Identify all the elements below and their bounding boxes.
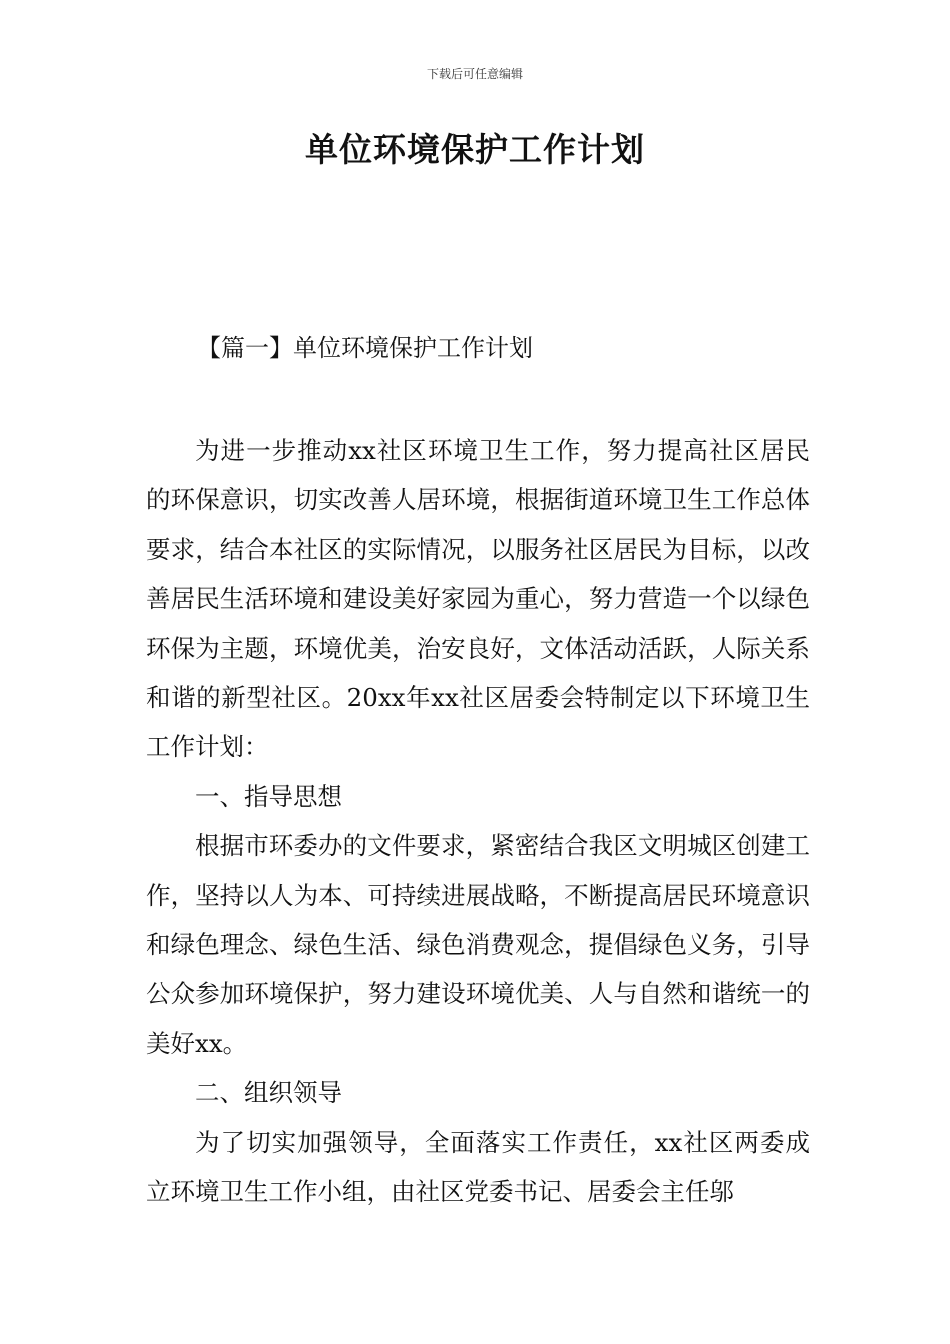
section-heading: 【篇一】单位环境保护工作计划 bbox=[197, 334, 533, 362]
organization-paragraph: 为了切实加强领导，全面落实工作责任，xx社区两委成立环境卫生工作小组，由社区党委书记、居委会主任邬 bbox=[146, 1127, 810, 1207]
header-note: 下载后可任意编辑 bbox=[426, 67, 523, 81]
subheading-organization: 二、组织领导 bbox=[195, 1078, 342, 1108]
subheading-guiding-thought: 一、指导思想 bbox=[195, 781, 342, 811]
intro-paragraph: 为进一步推动xx社区环境卫生工作，努力提高社区居民的环保意识，切实改善人居环境，根据街道环境卫生工作总体要求，结合本社区的实际情况，以服务社区居民为目标，以改善居民生活环境和建设美好家园为重心，努力营造一个以绿色环保为主题，环境优美，治安良好，文体活动活跃，人际关系和谐的新型社区。20xx年xx社区居委会特制定以下环境卫生工作计划： bbox=[146, 436, 810, 762]
guiding-thought-paragraph: 根据市环委办的文件要求，紧密结合我区文明城区创建工作，坚持以人为本、可持续进展战略，不断提高居民环境意识和绿色理念、绿色生活、绿色消费观念，提倡绿色义务，引导公众参加环境保护，努力建设环境优美、人与自然和谐统一的美好xx。 bbox=[146, 831, 810, 1058]
document-title: 单位环境保护工作计划 bbox=[305, 130, 645, 169]
document-body bbox=[146, 426, 810, 1217]
